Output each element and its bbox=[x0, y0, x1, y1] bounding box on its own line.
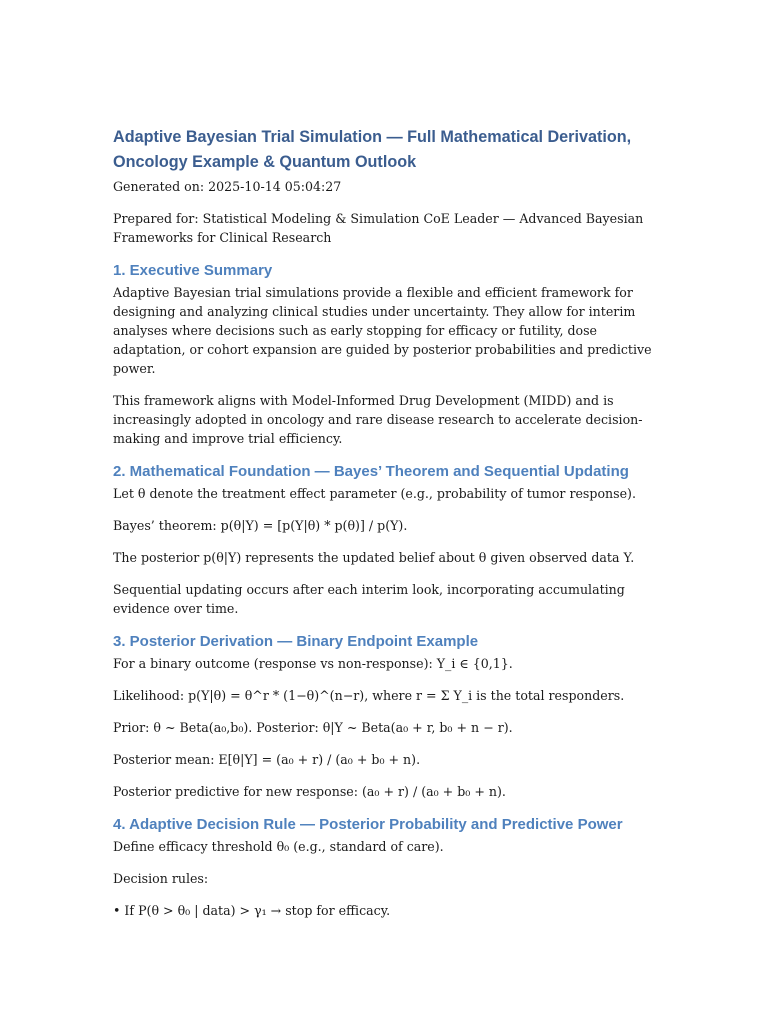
prepared-for: Prepared for: Statistical Modeling & Simulation CoE Leader — Advanced Bayesian Frameworks for Clinical Research bbox=[113, 211, 644, 245]
paragraph: Sequential updating occurs after each interim look, incorporating accumulating evidence over time. bbox=[113, 582, 625, 616]
paragraph: The posterior p(θ|Y) represents the updated belief about θ given observed data Y. bbox=[113, 550, 635, 565]
bullet-item: • If P(θ > θ₀ | data) > γ₁ → stop for efficacy. bbox=[113, 903, 391, 918]
section-heading-posterior-derivation: 3. Posterior Derivation — Binary Endpoint Example bbox=[113, 633, 479, 650]
generated-timestamp: Generated on: 2025-10-14 05:04:27 bbox=[113, 179, 342, 194]
paragraph: Posterior predictive for new response: (a₀ + r) / (a₀ + b₀ + n). bbox=[113, 784, 506, 799]
paragraph: Adaptive Bayesian trial simulations provide a flexible and efficient framework for designing and analyzing clinical studies under uncertainty. They allow for interim analyses where decisions such as early stopping for efficacy or futility, dose adaptation, or cohort expansion are guided by posterior probabilities and predictive power. bbox=[113, 285, 652, 376]
paragraph: Posterior mean: E[θ|Y] = (a₀ + r) / (a₀ + b₀ + n). bbox=[113, 752, 421, 767]
paragraph: Let θ denote the treatment effect parameter (e.g., probability of tumor response). bbox=[113, 486, 636, 501]
section-heading-executive-summary: 1. Executive Summary bbox=[113, 262, 273, 279]
paragraph: Decision rules: bbox=[113, 871, 209, 886]
paragraph: Prior: θ ~ Beta(a₀,b₀). Posterior: θ|Y ~ Beta(a₀ + r, b₀ + n − r). bbox=[113, 720, 513, 735]
paragraph: Likelihood: p(Y|θ) = θ^r * (1−θ)^(n−r), where r = Σ Y_i is the total responders. bbox=[113, 688, 625, 703]
paragraph: This framework aligns with Model-Informed Drug Development (MIDD) and is increasingly adopted in oncology and rare disease research to accelerate decision-making and improve trial efficiency. bbox=[113, 393, 643, 446]
section-heading-adaptive-decision-rule: 4. Adaptive Decision Rule — Posterior Probability and Predictive Power bbox=[113, 816, 623, 833]
paragraph: Bayes’ theorem: p(θ|Y) = [p(Y|θ) * p(θ)] / p(Y). bbox=[113, 518, 408, 533]
section-heading-mathematical-foundation: 2. Mathematical Foundation — Bayes’ Theorem and Sequential Updating bbox=[113, 463, 629, 480]
paragraph: For a binary outcome (response vs non-response): Y_i ∈ {0,1}. bbox=[113, 656, 513, 671]
paragraph: Define efficacy threshold θ₀ (e.g., standard of care). bbox=[113, 839, 444, 854]
document-title: Adaptive Bayesian Trial Simulation — Full Mathematical Derivation, Oncology Example & Quantum Outlook bbox=[113, 128, 632, 171]
